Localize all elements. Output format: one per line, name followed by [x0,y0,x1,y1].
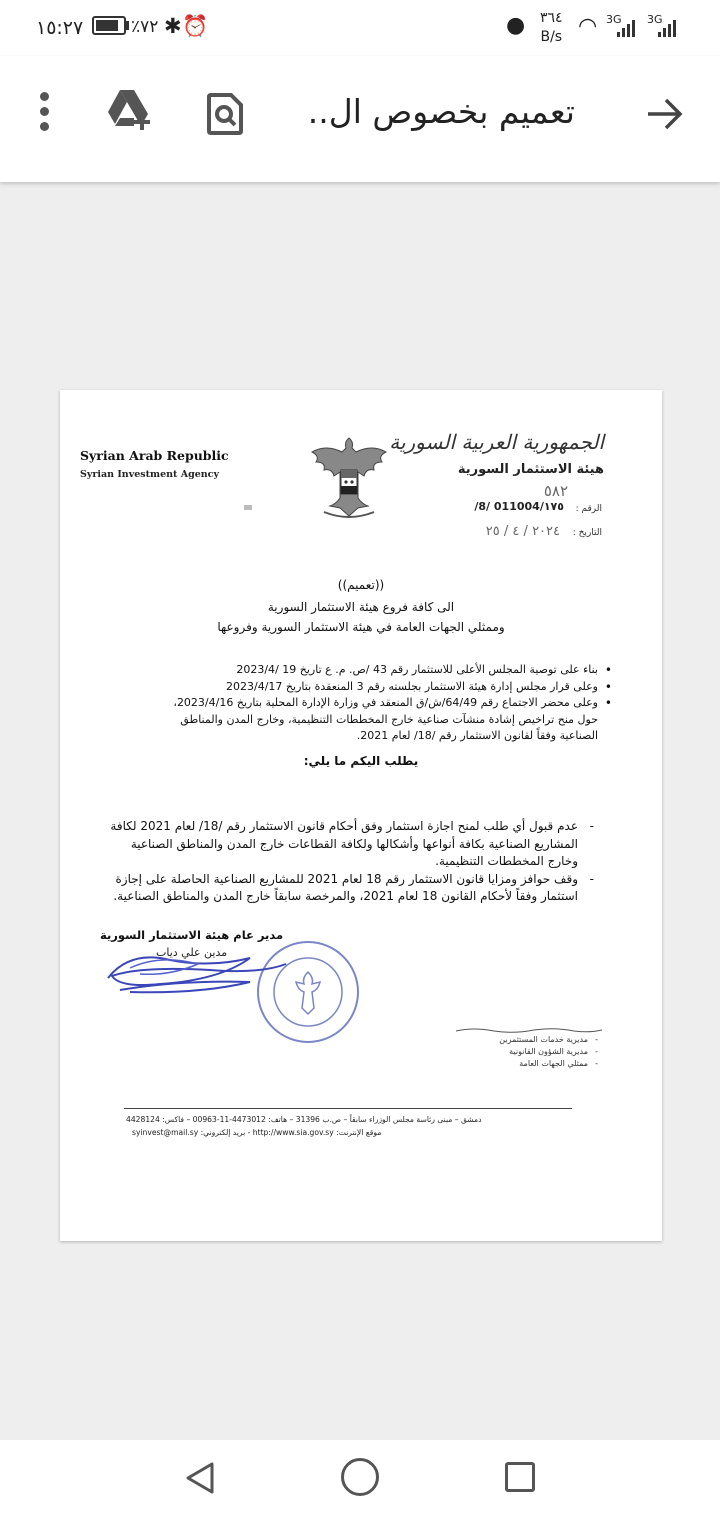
signal-icon [617,17,635,37]
syrian-eagle-emblem [306,432,392,524]
request-heading: يطلب اليكم ما يلي: [303,754,419,768]
battery-icon [92,16,126,35]
circular-title: ((تعميم)) [337,578,385,592]
handwritten-number: ٥٨٢ [543,482,568,500]
preamble-list [162,662,612,745]
nav-back-icon[interactable] [180,1458,220,1498]
list-item: - مديرية الشؤون القانونية [499,1046,598,1058]
alarm-icon: ⏰ [182,14,209,38]
signature-scribble-icon [100,940,290,1000]
reference-number: /8/ 011004/١٧٥ [474,500,564,513]
app-toolbar [0,56,720,182]
system-nav-bar [0,1440,720,1520]
list-item: - ممثلي الجهات العامة [499,1058,598,1070]
footer-divider [124,1108,572,1109]
header-en-subtitle: Syrian Investment Agency [80,469,219,480]
document-page[interactable] [60,390,662,1241]
add-to-drive-icon[interactable] [104,86,154,136]
bluetooth-icon: ✱ [164,14,182,38]
date-label: التاريخ : [572,528,602,538]
nav-home-icon[interactable] [341,1458,379,1496]
list-item: • وعلى قرار مجلس إدارة هيئة الاستثمار بجلسته رقم 3 المنعقدة بتاريخ 2023/4/17 [162,679,612,696]
header-ar-subtitle: هيئة الاستثمار السورية [457,462,604,477]
scan-mark [244,505,252,510]
network-speed [540,9,563,47]
nav-recents-icon[interactable] [505,1462,535,1492]
status-time: ١٥:٢٧ [36,17,84,39]
signal-type-2: 3G [647,13,663,26]
find-in-document-icon[interactable] [205,92,245,136]
cc-handwriting-mark [454,1026,604,1034]
wifi-icon: ◠ [578,14,598,39]
footer-contact: موقع الإنترنت: http://www.sia.gov.sy - بريد إلكتروني: syinvest@mail.sy [132,1128,382,1137]
network-speed-value: ٣٦٤ [540,10,563,26]
header-en-title: Syrian Arab Republic [80,448,229,463]
battery-tip [126,21,129,30]
chat-bubble-icon: ● [506,13,526,38]
circular-recipients-1: الى كافة فروع هيئة الاستثمار السورية [267,600,455,614]
date-value: ٢٠٢٤ / ٤ / ٢٥ [485,524,560,539]
signal-type-1: 3G [606,13,622,26]
signal-icon-2 [658,17,676,37]
document-title: تعميم بخصوص ال.. [307,92,575,131]
list-item: • بناء على توصية المجلس الأعلى للاستثمار رقم 43 /ص. م. ع تاريخ 19 /2023/4 [162,662,612,679]
list-item: - مديرية خدمات المستثمرين [499,1034,598,1046]
footer-address: دمشق – مبنى رئاسة مجلس الوزراء سابقاً – ص.ب 31396 – هاتف: 4473012-11-00963 – فاكس: 4428124 [126,1115,482,1124]
back-arrow-icon[interactable] [644,92,684,136]
list-item: - وقف حوافز ومزايا قانون الاستثمار رقم 18 لعام 2021 للمشاريع الصناعية الحاصلة على إجازة استثمار وفقاً لأحكام القانون 18 لعام 2021، والمرخصة سابقاً خارج المدن والمناطق الصناعية. [102,871,594,906]
circular-recipients-2: وممثلي الجهات العامة في هيئة الاستثمار السورية وفروعها [217,620,505,634]
list-item: - عدم قبول أي طلب لمنح اجازة استثمار وفق أحكام قانون الاستثمار رقم /18/ لعام 2021 لكافة المشاريع الصناعية بكافة أنواعها وأشكالها ولكافة القطاعات خارج المدن والمناطق الصناعية وخارج المخططات التنظيمية. [102,818,594,871]
battery-percent: ٪٧٢ [131,17,159,37]
signatory-name: مدين علي دياب [156,946,228,959]
list-item: • وعلى محضر الاجتماع رقم 64/49/ش/ق المنعقد في وزارة الإدارة المحلية بتاريخ 2023/4/16، حول منح تراخيص إشادة منشآت صناعية خارج المخططات التنظيمية، وخارج المدن والمناطق الصناعية وفقاً لقانون الاستثمار رقم /18/ لعام 2021. [162,695,612,745]
network-speed-unit: B/s [540,29,563,45]
more-vertical-icon[interactable] [30,92,58,140]
status-bar [0,0,720,56]
signatory-title: مدير عام هيئة الاستثمار السورية [100,928,284,942]
reference-label: الرقم : [575,504,602,514]
cc-list [499,1034,598,1070]
directives-list [102,818,594,906]
header-ar-title: الجمهورية العربية السورية [389,430,604,454]
